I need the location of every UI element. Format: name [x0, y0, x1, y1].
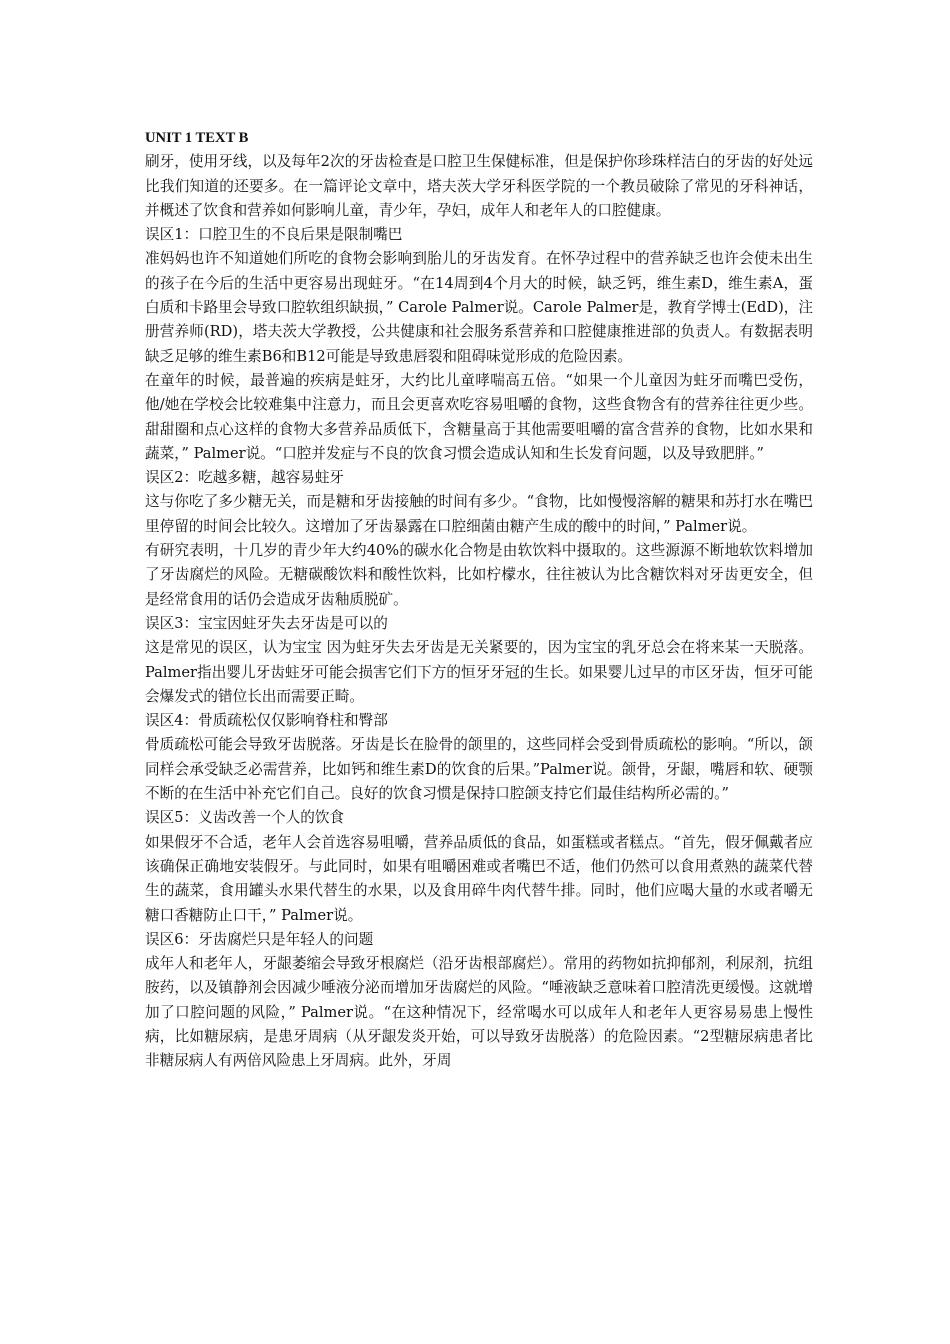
myth-2-paragraph-1: 这与你吃了多少糖无关，而是糖和牙齿接触的时间有多少。“食物，比如慢慢溶解的糖果和苏打水在嘴巴里停留的时间会比较久。这增加了牙齿暴露在口腔细菌由糖产生成的酸中的时间，” Palmer说。 [145, 493, 813, 535]
myth-6-paragraph: 成年人和老年人，牙龈萎缩会导致牙根腐烂（沿牙齿根部腐烂）。常用的药物如抗抑郁剂，利尿剂，抗组胺药，以及镇静剂会因减少唾液分泌而增加牙齿腐烂的风险。“唾液缺乏意味着口腔清洗更缓慢。这就增加了口腔问题的风险，” Palmer说。“在这种情况下，经常喝水可以成年人和老年人更容易易患上慢性病，比如糖尿病，是患牙周病（从牙龈发炎开始，可以导致牙齿脱落）的危险因素。“2型糖尿病患者比非糖尿病人有两倍风险患上牙周病。此外，牙周 [145, 955, 813, 1070]
document-body [145, 126, 813, 1074]
myth-2-heading: 误区2：吃越多糖，越容易蛀牙 [145, 469, 345, 487]
myth-1-paragraph-1: 准妈妈也许不知道她们所吃的食物会影响到胎儿的牙齿发育。在怀孕过程中的营养缺乏也许会使未出生的孩子在今后的生活中更容易出现蛀牙。“在14周到4个月大的时候，缺乏钙，维生素D，维生素A，蛋白质和卡路里会导致口腔软组织缺损，” Carole Palmer说。Carole Palmer是，教育学博士(EdD)，注册营养师(RD)，塔夫茨大学教授，公共健康和社会服务系营养和口腔健康推进部的负责人。有数据表明缺乏足够的维生素B6和B12可能是导致患唇裂和阻碍味觉形成的危险因素。 [145, 250, 813, 365]
document-title: UNIT 1 TEXT B [145, 130, 249, 146]
myth-3-paragraph: 这是常见的误区，认为宝宝 因为蛀牙失去牙齿是无关紧要的，因为宝宝的乳牙总会在将来某一天脱落。Palmer指出婴儿牙齿蛀牙可能会损害它们下方的恒牙牙冠的生长。如果婴儿过早的市区牙齿，恒牙可能会爆发式的错位长出而需要正畸。 [145, 639, 813, 705]
myth-5-heading: 误区5：义齿改善一个人的饮食 [145, 809, 345, 827]
myth-1-heading: 误区1：口腔卫生的不良后果是限制嘴巴 [145, 226, 403, 244]
myth-4-paragraph: 骨质疏松可能会导致牙齿脱落。牙齿是长在脸骨的颌里的，这些同样会受到骨质疏松的影响。“所以，颌同样会承受缺乏必需营养，比如钙和维生素D的饮食的后果。”Palmer说。颌骨，牙龈，嘴唇和软、硬颚不断的在生活中补充它们自己。良好的饮食习惯是保持口腔颌支持它们最佳结构所必需的。” [145, 736, 813, 803]
myth-5-paragraph: 如果假牙不合适，老年人会首选容易咀嚼，营养品质低的食品，如蛋糕或者糕点。“首先，假牙佩戴者应该确保正确地安装假牙。与此同时，如果有咀嚼困难或者嘴巴不适，他们仍然可以食用煮熟的蔬菜代替生的蔬菜，食用罐头水果代替生的水果，以及食用碎牛肉代替牛排。同时，他们应喝大量的水或者嚼无糖口香糖防止口干，” Palmer说。 [145, 833, 813, 924]
myth-4-heading: 误区4：骨质疏松仅仅影响脊柱和臀部 [145, 712, 388, 730]
myth-3-heading: 误区3：宝宝因蛀牙失去牙齿是可以的 [145, 614, 388, 632]
myth-6-heading: 误区6：牙齿腐烂只是年轻人的问题 [145, 930, 374, 948]
myth-2-paragraph-2: 有研究表明，十几岁的青少年大约40%的碳水化合物是由软饮料中摄取的。这些源源不断地软饮料增加了牙齿腐烂的风险。无糖碳酸饮料和酸性饮料，比如柠檬水，往往被认为比含糖饮料对牙齿更安全，但是经常食用的话仍会造成牙齿釉质脱矿。 [145, 542, 813, 608]
paragraph-intro: 刷牙，使用牙线，以及每年2次的牙齿检查是口腔卫生保健标准，但是保护你珍珠样洁白的牙齿的好处远比我们知道的还要多。在一篇评论文章中，塔夫茨大学牙科医学院的一个教员破除了常见的牙科神话，并概述了饮食和营养如何影响儿童，青少年，孕妇，成年人和老年人的口腔健康。 [145, 153, 813, 219]
myth-1-paragraph-2: 在童年的时候，最普遍的疾病是蛀牙，大约比儿童哮喘高五倍。“如果一个儿童因为蛀牙而嘴巴受伤，他/她在学校会比较难集中注意力，而且会更喜欢吃容易咀嚼的食物，这些食物含有的营养往往更少些。甜甜圈和点心这样的食物大多营养品质低下，含糖量高于其他需要咀嚼的富含营养的食物，比如水果和蔬菜，” Palmer说。“口腔并发症与不良的饮食习惯会造成认知和生长发育问题，以及导致肥胖。” [145, 371, 813, 462]
